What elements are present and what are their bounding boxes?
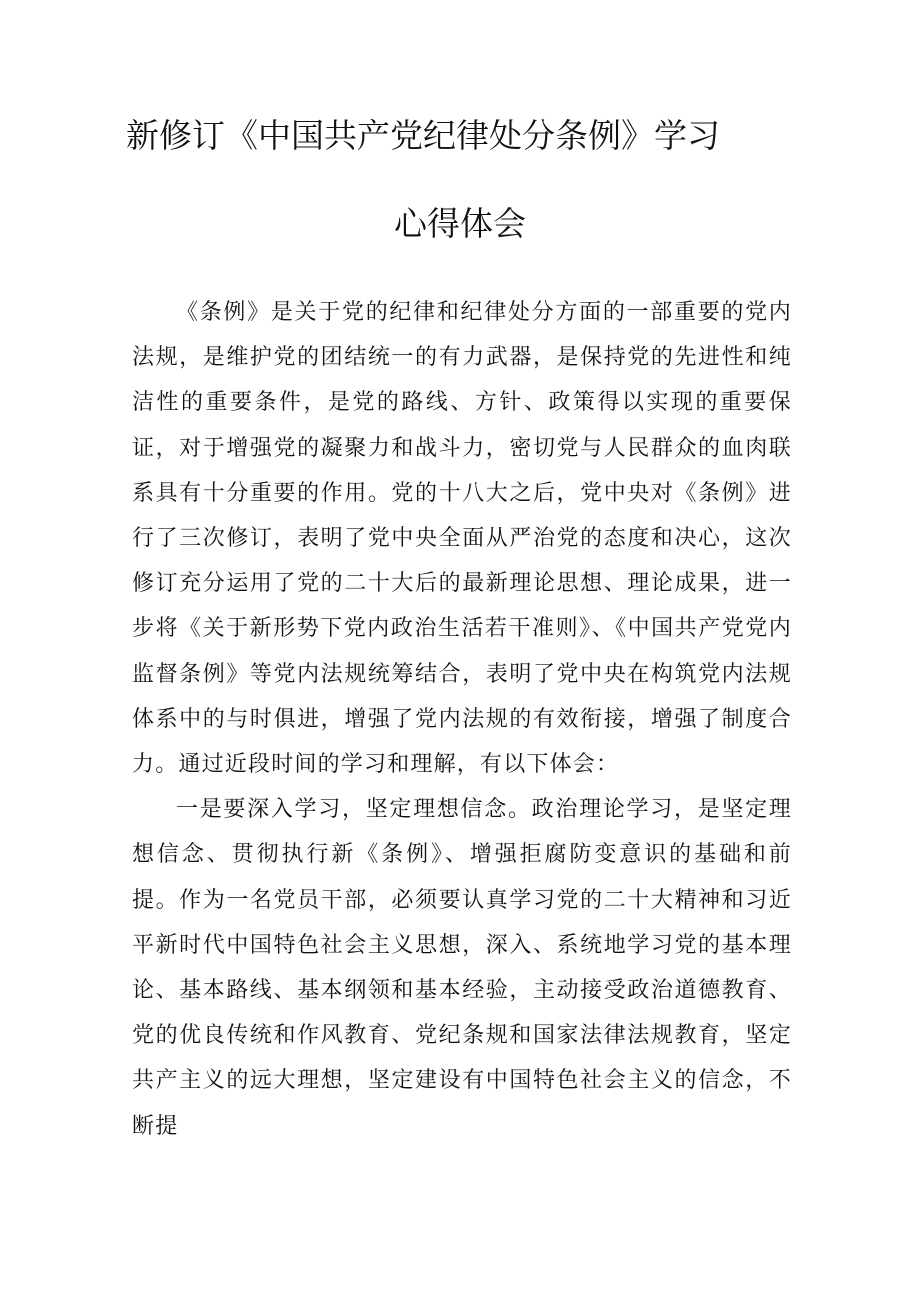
document-title-line-1: 新修订《中国共产党纪律处分条例》学习: [126, 116, 720, 155]
paragraph-2: 一是要深入学习，坚定理想信念。政治理论学习，是坚定理想信念、贯彻执行新《条例》、增强拒腐防变意识的基础和前提。作为一名党员干部，必须要认真学习党的二十大精神和习近平新时代中国特色社会主义思想，深入、系统地学习党的基本理论、基本路线、基本纲领和基本经验，主动接受政治道德教育、党的优良传统和作风教育、党纪条规和国家法律法规教育，坚定共产主义的远大理想，坚定建设有中国特色社会主义的信念，不断提: [132, 797, 792, 1139]
document-body: [132, 290, 792, 1149]
paragraph-1: 《条例》是关于党的纪律和纪律处分方面的一部重要的党内法规，是维护党的团结统一的有力武器，是保持党的先进性和纯洁性的重要条件，是党的路线、方针、政策得以实现的重要保证，对于增强党的凝聚力和战斗力，密切党与人民群众的血肉联系具有十分重要的作用。党的十八大之后，党中央对《条例》进行了三次修订，表明了党中央全面从严治党的态度和决心，这次修订充分运用了党的二十大后的最新理论思想、理论成果，进一步将《关于新形势下党内政治生活若干准则》、《中国共产党党内监督条例》等党内法规统筹结合，表明了党中央在构筑党内法规体系中的与时俱进，增强了党内法规的有效衔接，增强了制度合力。通过近段时间的学习和理解，有以下体会：: [132, 300, 792, 778]
document-title-line-2: 心得体会: [394, 204, 526, 243]
